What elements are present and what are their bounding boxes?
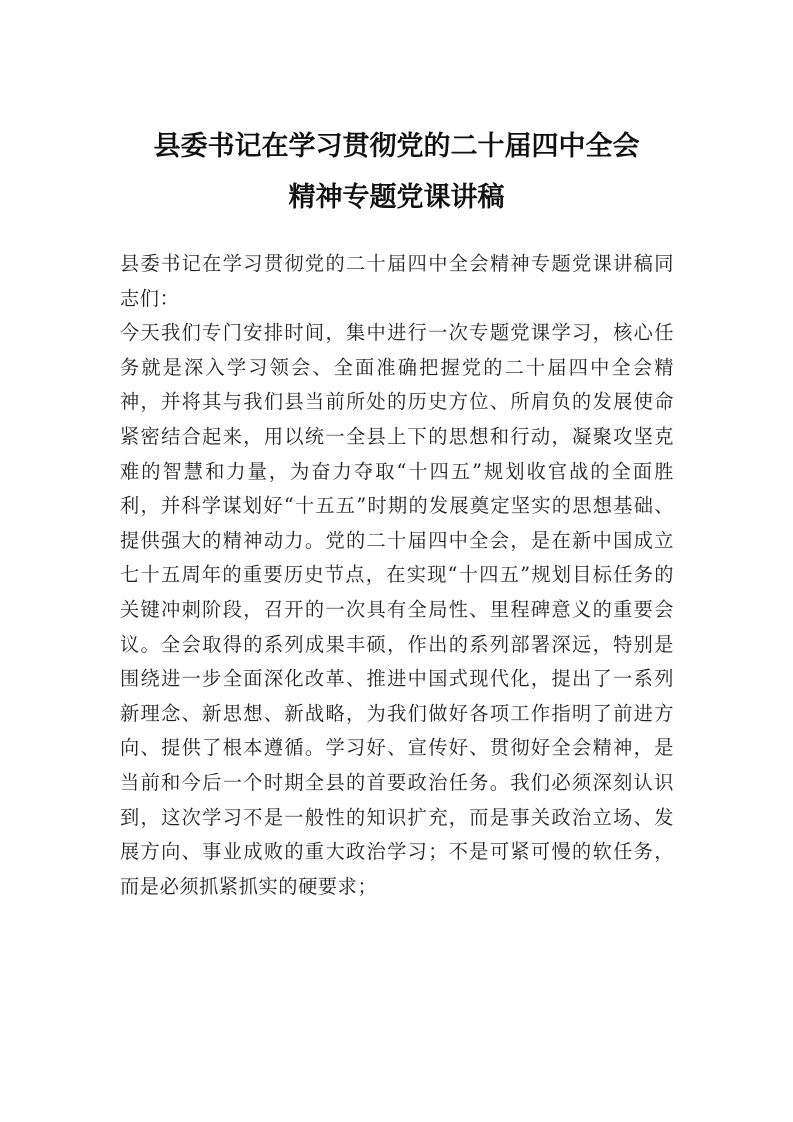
salutation-paragraph: 县委书记在学习贯彻党的二十届四中全会精神专题党课讲稿同志们： <box>120 252 674 310</box>
body-paragraph: 今天我们专门安排时间，集中进行一次专题党课学习，核心任务就是深入学习领会、全面准确把握党的二十届四中全会精神，并将其与我们县当前所处的历史方位、所肩负的发展使命紧密结合起来，用以统一全县上下的思想和行动，凝聚攻坚克难的智慧和力量，为奋力夺取“十四五”规划收官战的全面胜利，并科学谋划好“十五五”时期的发展奠定坚实的思想基础、提供强大的精神动力。党的二十届四中全会，是在新中国成立七十五周年的重要历史节点，在实现“十四五”规划目标任务的关键冲刺阶段，召开的一次具有全局性、里程碑意义的重要会议。全会取得的系列成果丰硕，作出的系列部署深远，特别是围绕进一步全面深化改革、推进中国式现代化，提出了一系列新理念、新思想、新战略，为我们做好各项工作指明了前进方向、提供了根本遵循。学习好、宣传好、贯彻好全会精神，是当前和今后一个时期全县的首要政治任务。我们必须深刻认识到，这次学习不是一般性的知识扩充，而是事关政治立场、发展方向、事业成败的重大政治学习；不是可紧可慢的软任务，而是必须抓紧抓实的硬要求； <box>120 321 674 898</box>
title-line-2: 精神专题党课讲稿 <box>288 182 505 213</box>
document-title <box>100 121 693 223</box>
document-body <box>120 247 674 904</box>
title-line-1: 县委书记在学习贯彻党的二十届四中全会 <box>153 131 640 162</box>
